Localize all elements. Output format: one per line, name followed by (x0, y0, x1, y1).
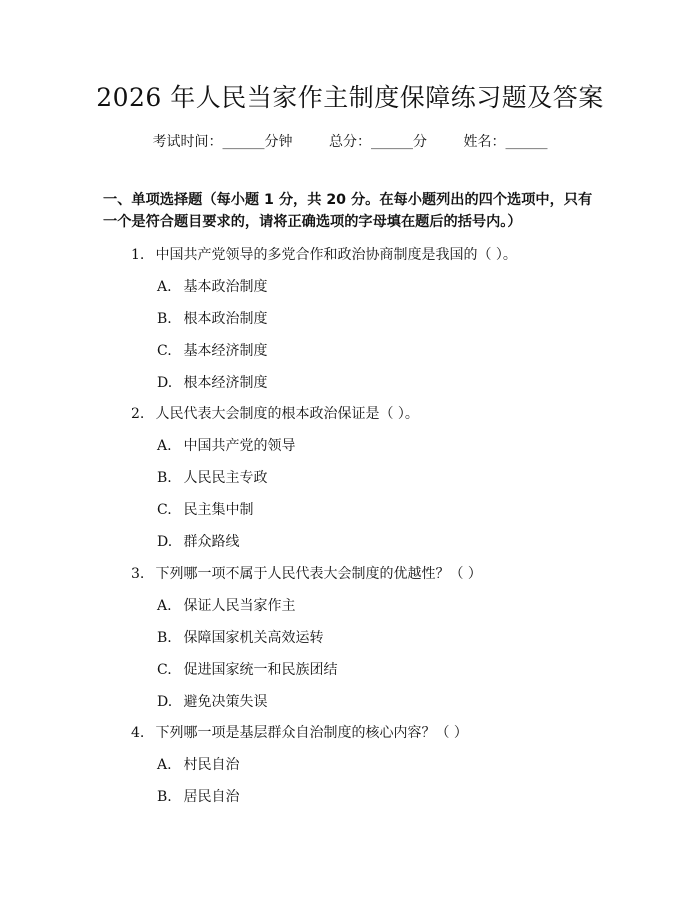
question-number: 3. (131, 566, 145, 582)
question-3-option-d (157, 691, 267, 711)
question-4 (131, 722, 468, 742)
question-1-option-a (157, 276, 267, 296)
question-4-option-b (157, 786, 239, 806)
option-text: 避免决策失误 (183, 694, 268, 710)
option-letter: A. (157, 279, 172, 295)
question-text: 下列哪一项是基层群众自治制度的核心内容？（ ） (155, 725, 468, 741)
question-3-option-c (157, 659, 337, 679)
question-2-option-d (157, 531, 239, 551)
option-text: 保证人民当家作主 (183, 598, 296, 614)
option-text: 居民自治 (183, 789, 240, 805)
option-letter: C. (157, 502, 172, 518)
question-4-option-a (157, 754, 239, 774)
option-letter: B. (157, 311, 172, 327)
option-text: 民主集中制 (183, 502, 254, 518)
question-1-option-c (157, 340, 267, 360)
option-letter: D. (157, 694, 173, 710)
name-field: 姓名：______ (463, 134, 548, 150)
option-letter: B. (157, 470, 172, 486)
exam-time-field: 考试时间：______分钟 (152, 134, 293, 150)
option-text: 保障国家机关高效运转 (183, 630, 324, 646)
question-1-option-d (157, 372, 267, 392)
option-letter: B. (157, 630, 172, 646)
option-letter: C. (157, 343, 172, 359)
option-letter: D. (157, 375, 173, 391)
question-3-option-b (157, 627, 323, 647)
section-heading: 一、单项选择题（每小题 1 分，共 20 分。在每小题列出的四个选项中，只有一个是符合题目要求的，请将正确选项的字母填在题后的括号内。） (103, 192, 593, 230)
page-title: 2026 年人民当家作主制度保障练习题及答案 (96, 83, 604, 112)
option-text: 村民自治 (183, 757, 240, 773)
question-number: 2. (131, 406, 145, 422)
question-2-option-c (157, 499, 253, 519)
option-text: 群众路线 (183, 534, 240, 550)
option-text: 根本经济制度 (183, 375, 268, 391)
option-text: 人民民主专政 (183, 470, 268, 486)
option-text: 促进国家统一和民族团结 (183, 662, 338, 678)
question-text: 下列哪一项不属于人民代表大会制度的优越性？（ ） (155, 566, 482, 582)
option-letter: A. (157, 598, 172, 614)
question-2-option-a (157, 435, 295, 455)
option-text: 基本经济制度 (183, 343, 268, 359)
question-number: 4. (131, 725, 145, 741)
question-2 (131, 403, 419, 423)
option-letter: A. (157, 757, 172, 773)
question-number: 1. (131, 247, 145, 263)
question-text: 中国共产党领导的多党合作和政治协商制度是我国的（ ）。 (155, 247, 517, 263)
total-score-field: 总分：______分 (329, 134, 427, 150)
question-2-option-b (157, 467, 267, 487)
question-text: 人民代表大会制度的根本政治保证是（ ）。 (155, 406, 419, 422)
question-3-option-a (157, 595, 295, 615)
option-text: 根本政治制度 (183, 311, 268, 327)
question-1 (131, 244, 517, 264)
option-letter: B. (157, 789, 172, 805)
option-letter: D. (157, 534, 173, 550)
question-3 (131, 563, 482, 583)
question-1-option-b (157, 308, 267, 328)
option-letter: A. (157, 438, 172, 454)
exam-meta-line (0, 131, 700, 151)
option-letter: C. (157, 662, 172, 678)
option-text: 基本政治制度 (183, 279, 268, 295)
option-text: 中国共产党的领导 (183, 438, 296, 454)
